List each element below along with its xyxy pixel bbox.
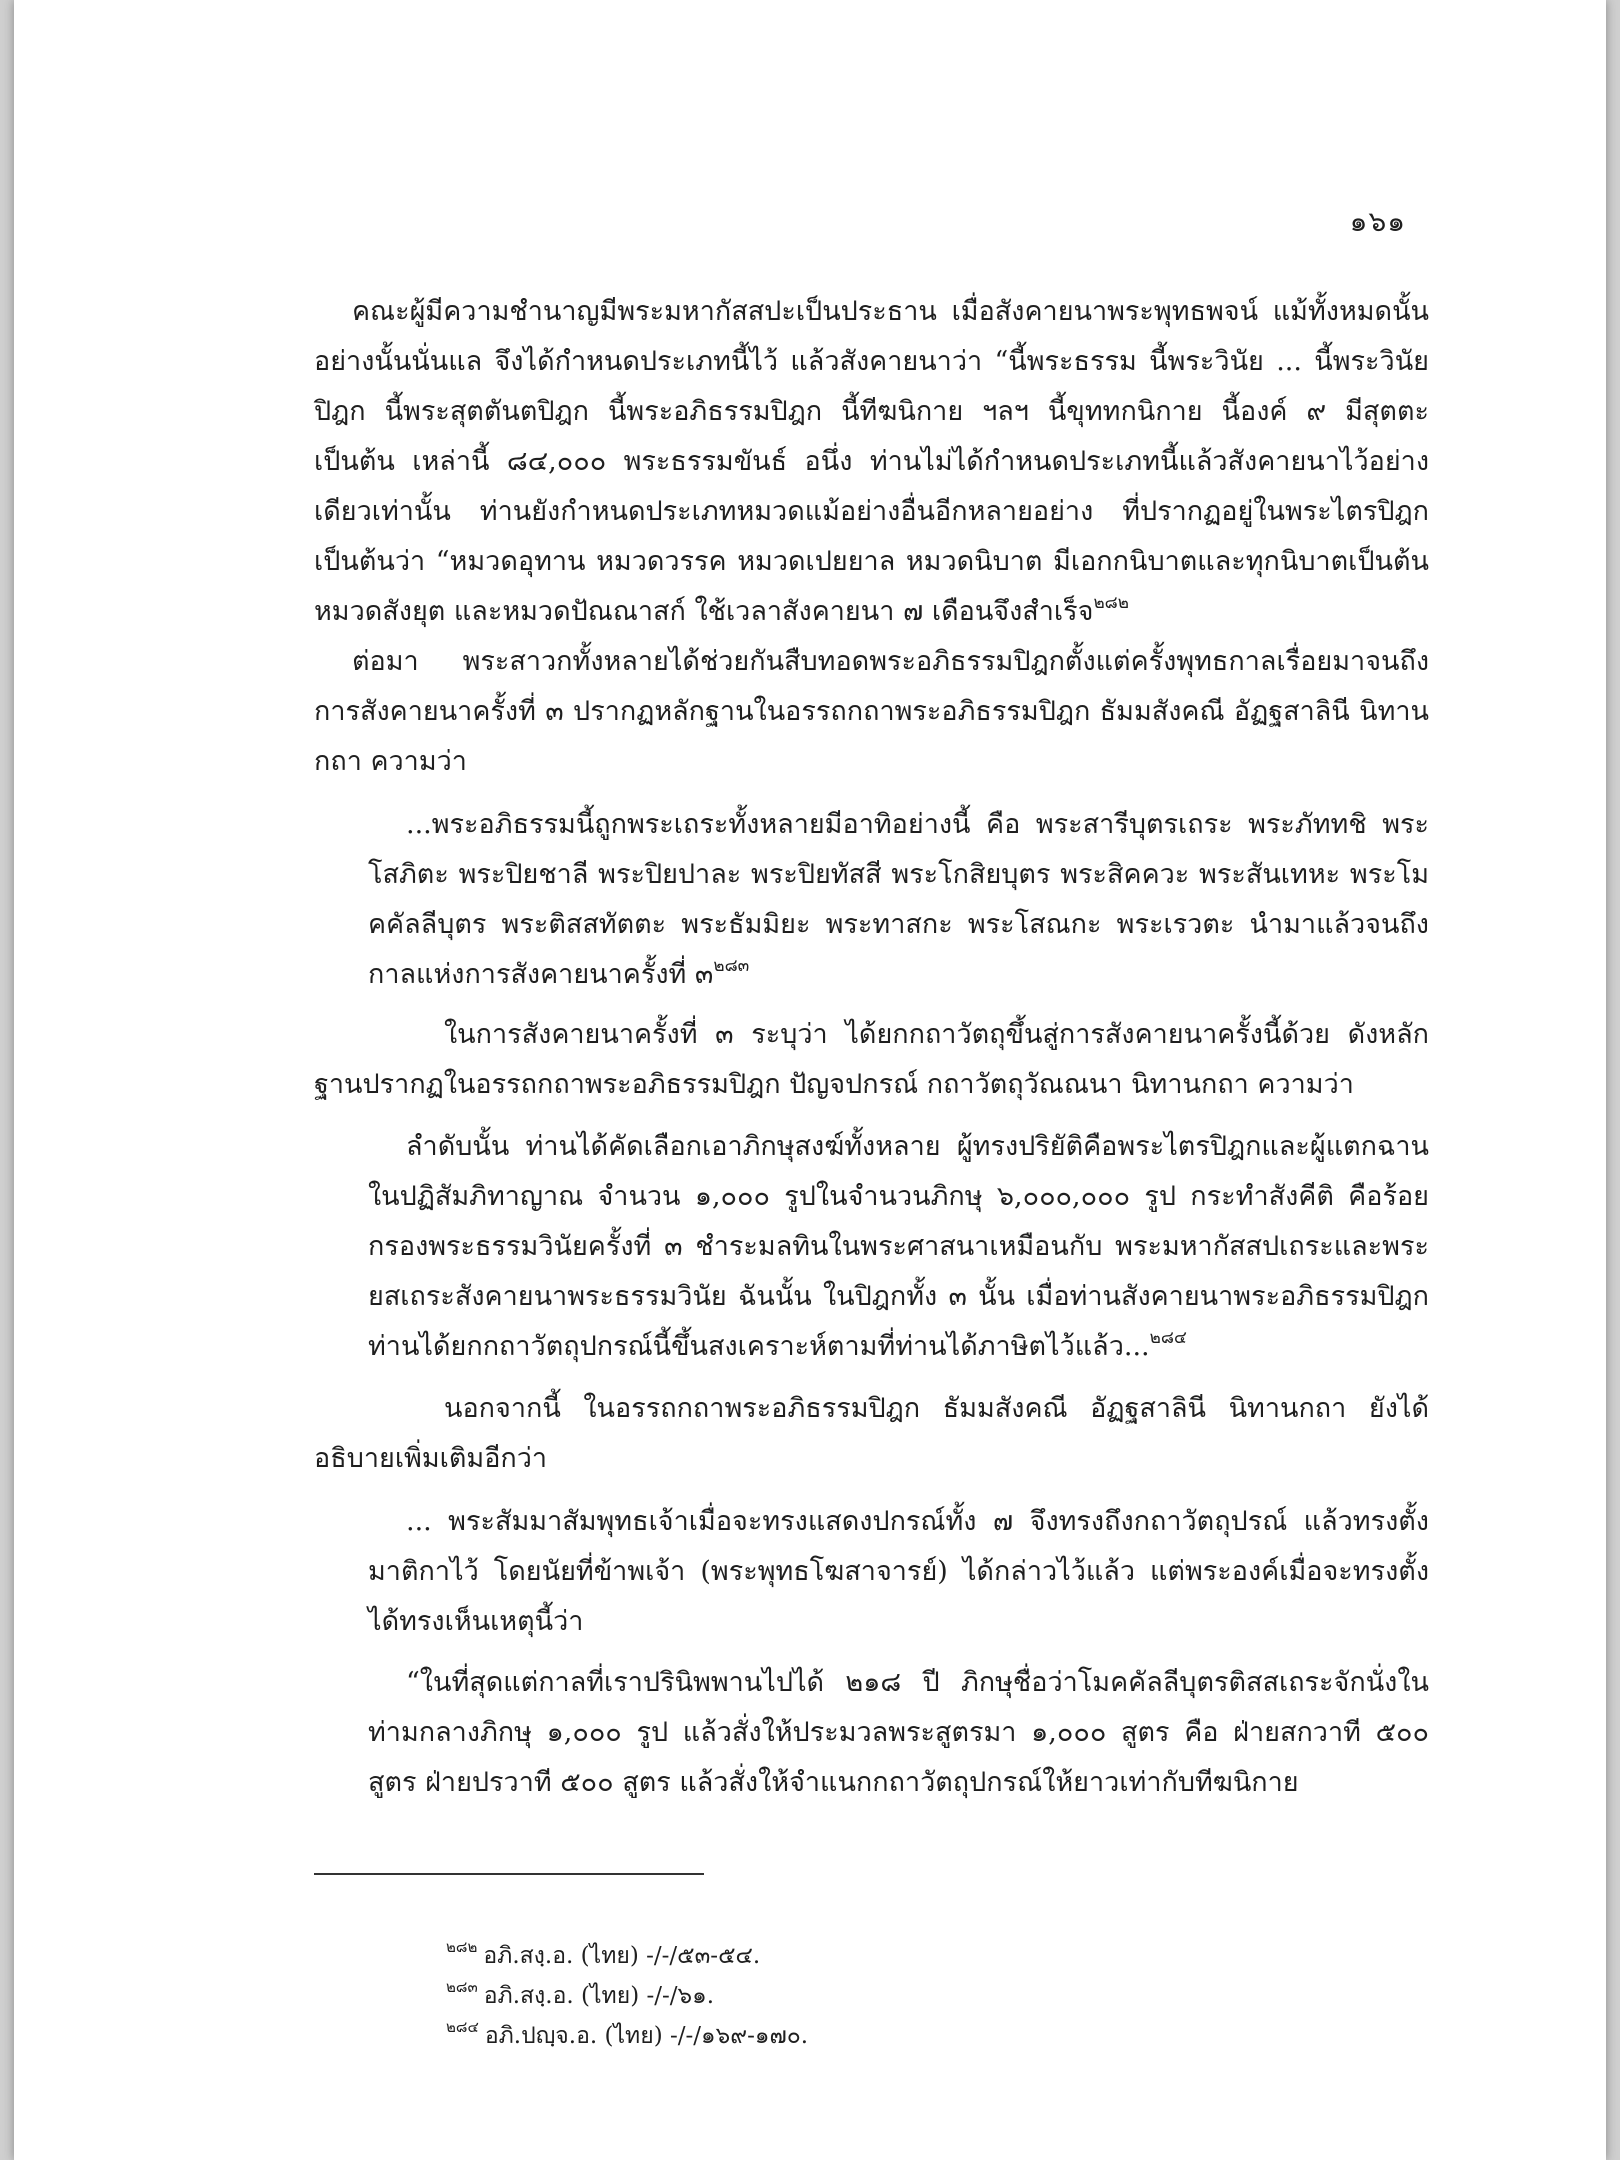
block-quote-3 <box>314 1497 1429 1647</box>
footnote-283 <box>446 1978 714 2014</box>
footnote-283-text: อภิ.สงฺ.อ. (ไทย) -/-/๖๑. <box>483 1983 715 2009</box>
footnote-282-text: อภิ.สงฺ.อ. (ไทย) -/-/๕๓-๕๔. <box>483 1943 761 1969</box>
block-quote-3-text: ... พระสัมมาสัมพุทธเจ้าเมื่อจะทรงแสดงปกรณ์ทั้ง ๗ จึงทรงถึงกถาวัตถุปรณ์ แล้วทรงตั้งมาติกาไว้ โดยนัยที่ข้าพเจ้า (พระพุทธโฆสาจารย์) ได้กล่าวไว้แล้ว แต่พระองค์เมื่อจะทรงตั้ง ได้ทรงเห็นเหตุนี้ว่า <box>368 1506 1429 1637</box>
block-quote-1 <box>314 800 1429 1000</box>
paragraph-3 <box>314 1010 1429 1110</box>
paragraph-1-text: คณะผู้มีความชำนาญมีพระมหากัสสปะเป็นประธาน เมื่อสังคายนาพระพุทธพจน์ แม้ทั้งหมดนั้น อย่างนั้นนั่นแล จึงได้กำหนดประเภทนี้ไว้ แล้วสังคายนาว่า “นี้พระธรรม นี้พระวินัย ... นี้พระวินัยปิฎก นี้พระสุตตันตปิฎก นี้พระอภิธรรมปิฎก นี้ทีฆนิกาย ฯลฯ นี้ขุททกนิกาย นี้องค์ ๙ มีสุตตะ เป็นต้น เหล่านี้ ๘๔,๐๐๐ พระธรรมขันธ์ อนึ่ง ท่านไม่ได้กำหนดประเภทนี้แล้วสังคายนาไว้อย่างเดียวเท่านั้น ท่านยังกำหนดประเภทหมวดแม้อย่างอื่นอีกหลายอย่าง ที่ปรากฏอยู่ในพระไตรปิฎกเป็นต้นว่า “หมวดอุทาน หมวดวรรค หมวดเปยยาล หมวดนิบาต มีเอกกนิบาตและทุกนิบาตเป็นต้น หมวดสังยุต และหมวดปัณณาสก์ ใช้เวลาสังคายนา ๗ เดือนจึงสำเร็จ <box>314 296 1429 627</box>
footnote-282-number: ๒๘๒ <box>446 1938 478 1957</box>
paragraph-1 <box>314 287 1429 637</box>
paragraph-2-text: ต่อมา พระสาวกทั้งหลายได้ช่วยกันสืบทอดพระอภิธรรมปิฎกตั้งแต่ครั้งพุทธกาลเรื่อยมาจนถึงการสังคายนาครั้งที่ ๓ ปรากฏหลักฐานในอรรถกถาพระอภิธรรมปิฎก ธัมมสังคณี อัฏฐสาลินี นิทานกถา ความว่า <box>314 646 1429 777</box>
block-quote-2 <box>314 1122 1429 1372</box>
footnote-divider <box>314 1873 704 1875</box>
footnote-282 <box>446 1938 760 1974</box>
paragraph-3-text: ในการสังคายนาครั้งที่ ๓ ระบุว่า ได้ยกกถาวัตถุขึ้นสู่การสังคายนาครั้งนี้ด้วย ดังหลักฐานปรากฏในอรรถกถาพระอภิธรรมปิฎก ปัญจปกรณ์ กถาวัตถุวัณณนา นิทานกถา ความว่า <box>314 1019 1429 1100</box>
footnote-284-text: อภิ.ปญฺจ.อ. (ไทย) -/-/๑๖๙-๑๗๐. <box>484 2023 809 2049</box>
block-quote-4-text: “ในที่สุดแต่กาลที่เราปรินิพพานไปได้ ๒๑๘ ปี ภิกษุชื่อว่าโมคคัลลีบุตรติสสเถระจักนั่งในท่ามกลางภิกษุ ๑,๐๐๐ รูป แล้วสั่งให้ประมวลพระสูตรมา ๑,๐๐๐ สูตร คือ ฝ่ายสกวาที ๕๐๐ สูตร ฝ่ายปรวาที ๕๐๐ สูตร แล้วสั่งให้จำแนกกถาวัตถุปกรณ์ให้ยาวเท่ากับทีฆนิกาย <box>368 1667 1429 1798</box>
footnote-284-number: ๒๘๔ <box>446 2018 479 2037</box>
footnote-ref-283: ๒๘๓ <box>713 956 750 976</box>
paragraph-4-text: นอกจากนี้ ในอรรถกถาพระอภิธรรมปิฎก ธัมมสังคณี อัฏฐสาลินี นิทานกถา ยังได้อธิบายเพิ่มเติมอีกว่า <box>314 1393 1429 1474</box>
footnote-284 <box>446 2018 808 2054</box>
paragraph-4 <box>314 1384 1429 1484</box>
footnote-ref-284: ๒๘๔ <box>1149 1328 1187 1348</box>
block-quote-4 <box>314 1658 1429 1808</box>
paragraph-2 <box>314 637 1429 787</box>
block-quote-1-text: ...พระอภิธรรมนี้ถูกพระเถระทั้งหลายมีอาทิอย่างนี้ คือ พระสารีบุตรเถระ พระภัททชิ พระโสภิตะ พระปิยชาลี พระปิยปาละ พระปิยทัสสี พระโกสิยบุตร พระสิคควะ พระสันเทหะ พระโมคคัลลีบุตร พระติสสทัตตะ พระธัมมิยะ พระทาสกะ พระโสณกะ พระเรวตะ นำมาแล้วจนถึงกาลแห่งการสังคายนาครั้งที่ ๓ <box>368 809 1429 990</box>
footnote-ref-282: ๒๘๒ <box>1093 593 1129 613</box>
page-number: ๑๖๑ <box>1349 205 1406 238</box>
footnote-283-number: ๒๘๓ <box>446 1978 478 1997</box>
document-page <box>14 0 1606 2160</box>
block-quote-2-text: ลำดับนั้น ท่านได้คัดเลือกเอาภิกษุสงฆ์ทั้งหลาย ผู้ทรงปริยัติคือพระไตรปิฎกและผู้แตกฉานในปฏิสัมภิทาญาณ จำนวน ๑,๐๐๐ รูปในจำนวนภิกษุ ๖,๐๐๐,๐๐๐ รูป กระทำสังคีติ คือร้อยกรองพระธรรมวินัยครั้งที่ ๓ ชำระมลทินในพระศาสนาเหมือนกับ พระมหากัสสปเถระและพระยสเถระสังคายนาพระธรรมวินัย ฉันนั้น ในปิฎกทั้ง ๓ นั้น เมื่อท่านสังคายนาพระอภิธรรมปิฎกท่านได้ยกกถาวัตถุปกรณ์นี้ขึ้นสงเคราะห์ตามที่ท่านได้ภาษิตไว้แล้ว... <box>368 1131 1429 1362</box>
